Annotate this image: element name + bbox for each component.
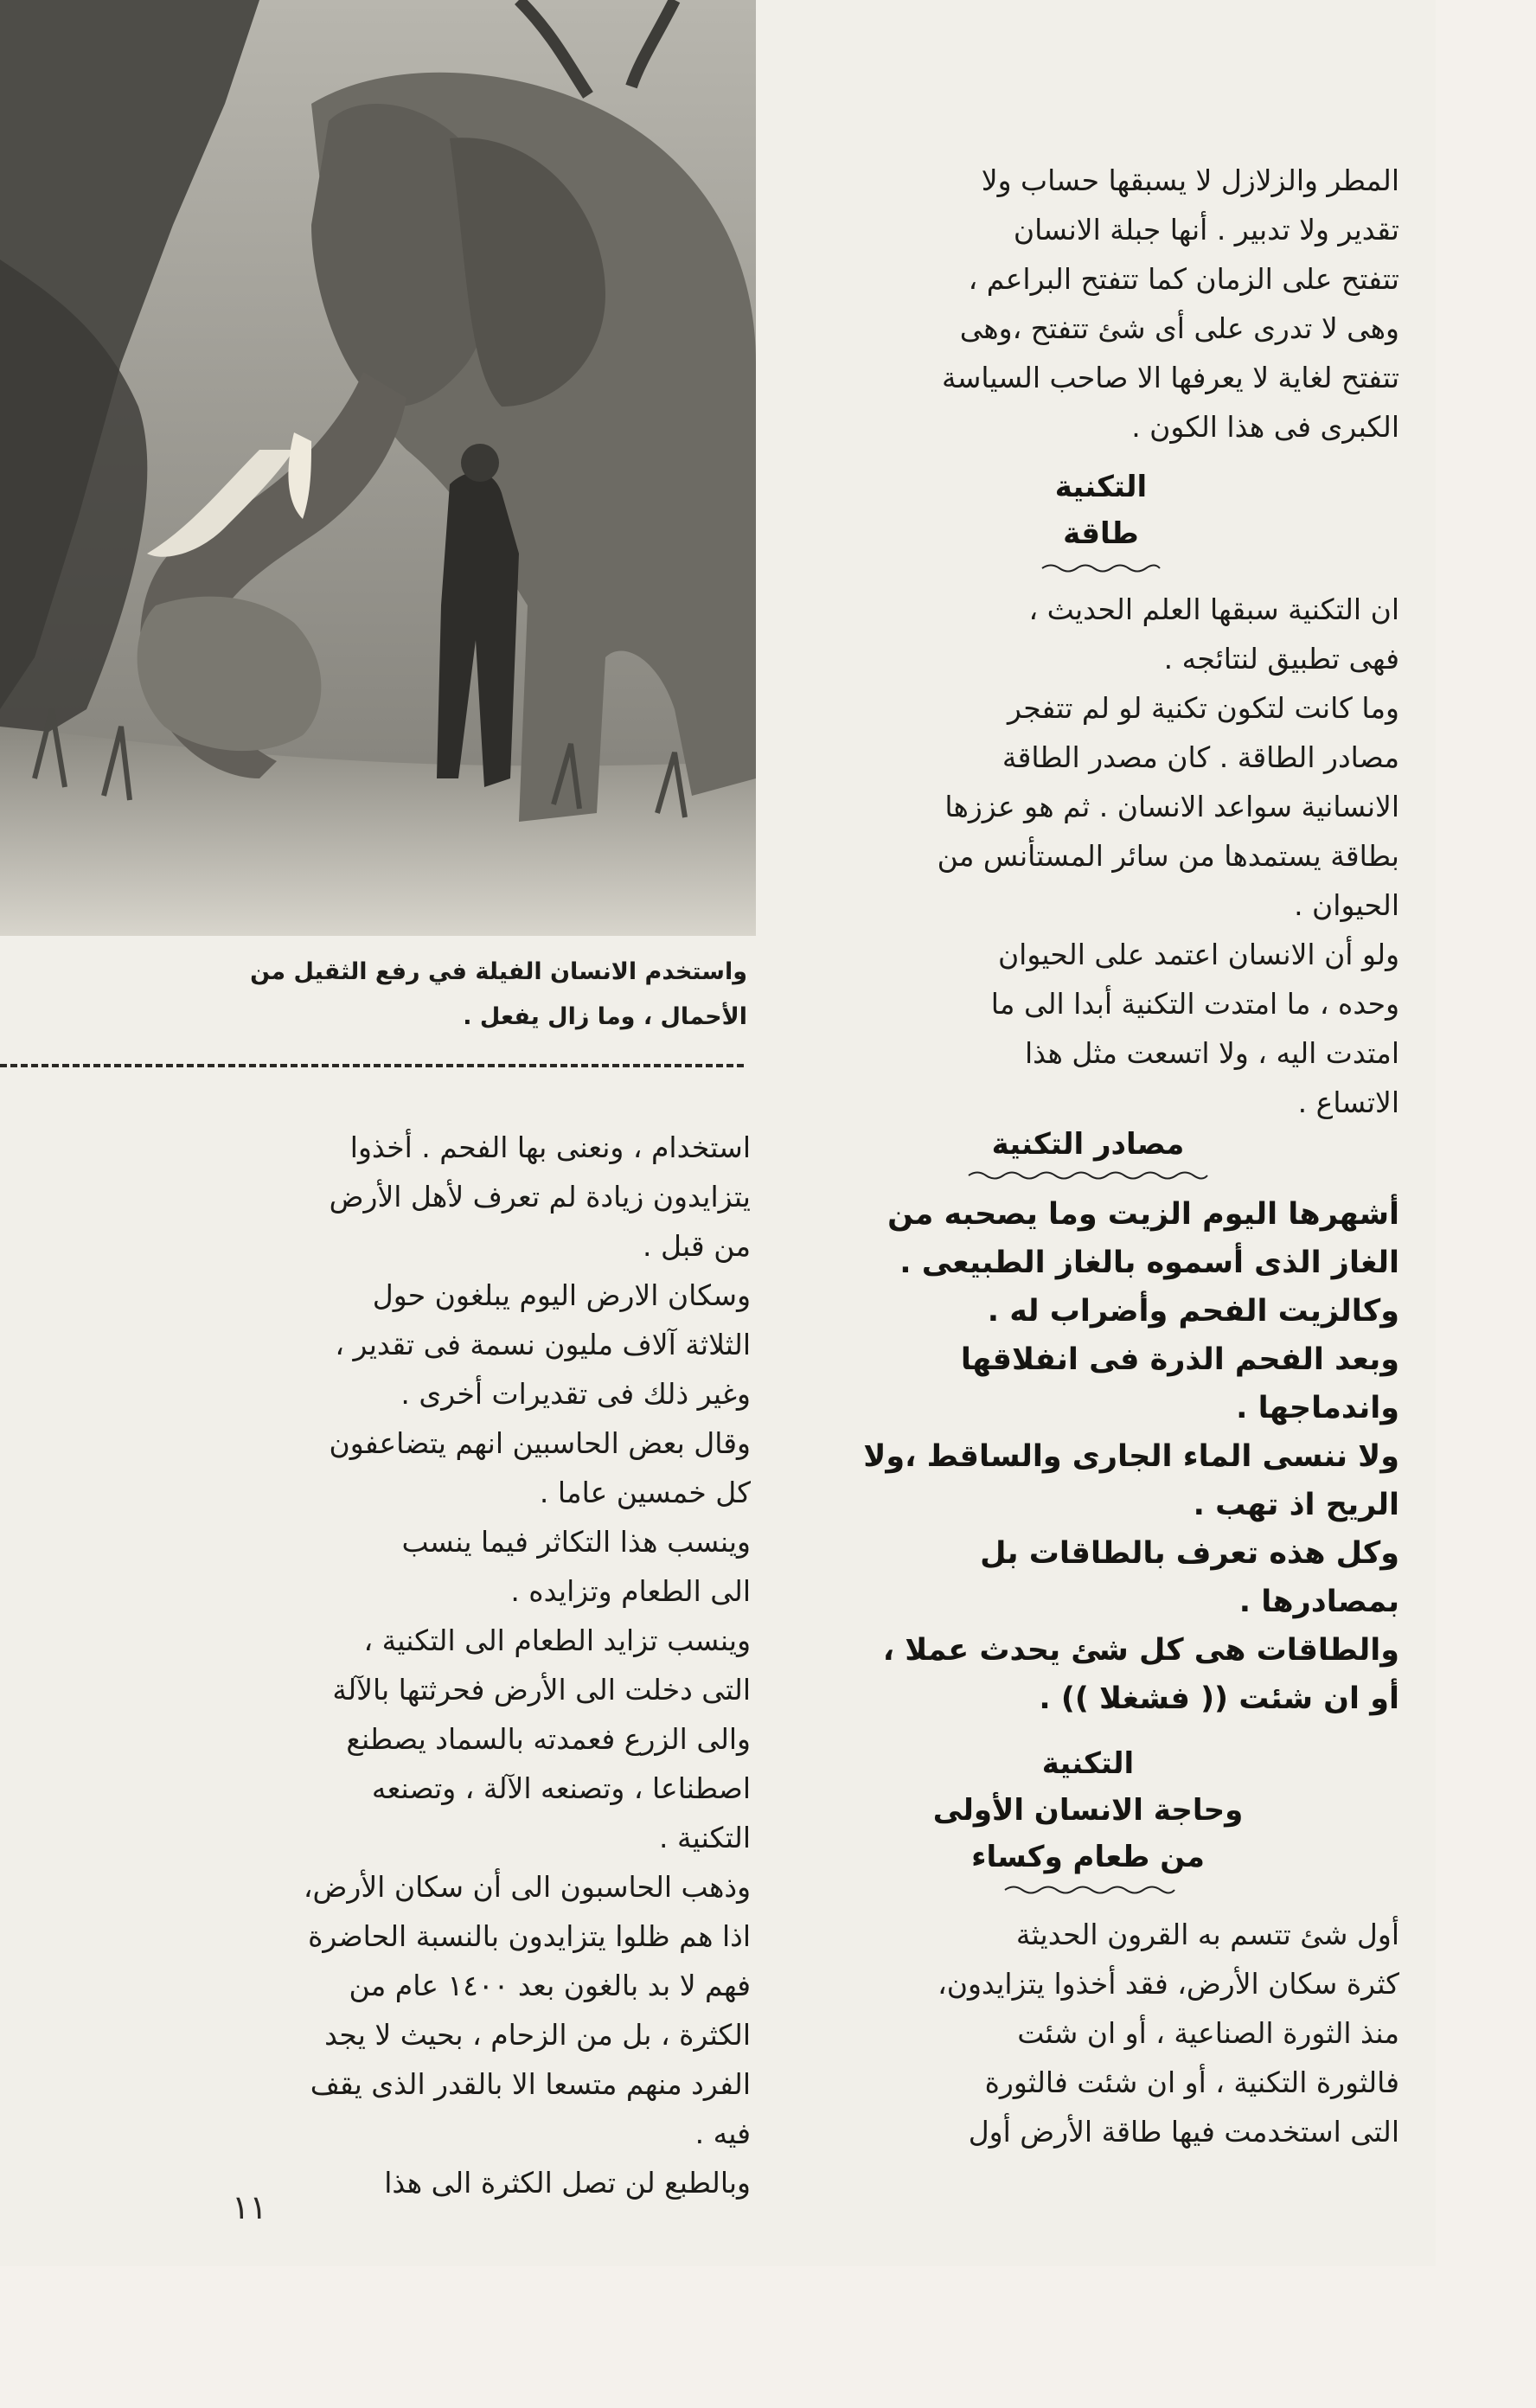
text-line: الكثرة ، بل من الزحام ، بحيث لا يجد <box>324 2018 751 2052</box>
text-line: وهى لا تدرى على أى شئ تتفتح ،وهى <box>959 311 1399 345</box>
text-line: وكل هذه تعرف بالطاقات بل <box>980 1536 1399 1571</box>
photo-caption <box>9 950 747 1040</box>
heading-line: طاقة <box>1063 516 1139 551</box>
page-number: ١١ <box>232 2188 267 2226</box>
text-line: وما كانت لتكون تكنية لو لم تتفجر <box>1008 691 1399 725</box>
text-line: وبعد الفحم الذرة فى انفلاقها <box>960 1342 1399 1377</box>
text-line: الاتساع . <box>1297 1086 1399 1119</box>
text-line: ولا ننسى الماء الجارى والساقط ،ولا <box>863 1439 1399 1474</box>
text-line: بمصادرها . <box>1238 1585 1399 1619</box>
text-line: وسكان الارض اليوم يبلغون حول <box>372 1278 751 1312</box>
text-line: اصطناعا ، وتصنعه الآلة ، وتصنعه <box>371 1771 751 1805</box>
text-line: منذ الثورة الصناعية ، أو ان شئت <box>1017 2016 1399 2050</box>
text-line: تتفتح لغاية لا يعرفها الا صاحب السياسة <box>942 361 1399 394</box>
text-line: وذهب الحاسبون الى أن سكان الأرض، <box>303 1870 751 1904</box>
section-heading-energy <box>958 464 1244 557</box>
text-line: وكالزيت الفحم وأضراب له . <box>987 1294 1399 1329</box>
text-line: تقدير ولا تدبير . أنها جبلة الانسان <box>1013 213 1399 247</box>
heading-line: مصادر التكنية <box>991 1127 1185 1162</box>
heading-underline-ornament <box>1040 562 1162 574</box>
text-line: من قبل . <box>643 1229 751 1263</box>
text-line: الانسانية سواعد الانسان . ثم هو عززها <box>944 790 1399 823</box>
caption-line: الأحمال ، وما زال يفعل . <box>463 1003 747 1030</box>
text-line: وقال بعض الحاسبين انهم يتضاعفون <box>329 1426 751 1460</box>
heading-underline-ornament <box>1003 1884 1176 1896</box>
text-line: ان التكنية سبقها العلم الحديث ، <box>1028 592 1399 626</box>
text-line: امتدت اليه ، ولا اتسعت مثل هذا <box>1024 1036 1399 1070</box>
section-human-needs <box>803 1910 1399 2156</box>
heading-underline-ornament <box>967 1169 1209 1182</box>
section-technology-energy <box>803 585 1399 1127</box>
text-line: الحيوان . <box>1294 888 1399 922</box>
text-line: فهم لا بد بالغون بعد ١٤٠٠ عام من <box>349 1969 751 2002</box>
text-line: وبالطبع لن تصل الكثرة الى هذا <box>384 2166 751 2200</box>
text-line: واندماجها . <box>1236 1391 1399 1425</box>
text-line: وحده ، ما امتدت التكنية أبدا الى ما <box>990 987 1399 1021</box>
text-line: مصادر الطاقة . كان مصدر الطاقة <box>1002 740 1399 774</box>
text-line: استخدام ، ونعنى بها الفحم . أخذوا <box>349 1130 751 1164</box>
text-line: وينسب تزايد الطعام الى التكنية ، <box>363 1623 751 1657</box>
text-line: بطاقة يستمدها من سائر المستأنس من <box>937 839 1399 873</box>
heading-line: من طعام وكساء <box>971 1840 1205 1874</box>
text-line: وينسب هذا التكاثر فيما ينسب <box>401 1525 751 1559</box>
text-line: ولو أن الانسان اعتمد على الحيوان <box>997 938 1399 971</box>
elephant-photo <box>0 0 756 936</box>
section-technology-sources <box>803 1190 1399 1723</box>
heading-line: وحاجة الانسان الأولى <box>932 1793 1244 1828</box>
heading-line: التكنية <box>1054 470 1148 504</box>
text-line: كثرة سكان الأرض، فقد أخذوا يتزايدون، <box>938 1967 1399 2001</box>
text-line: الفرد منهم متسعا الا بالقدر الذى يقف <box>310 2067 751 2101</box>
text-line: التى دخلت الى الأرض فحرثتها بالآلة <box>332 1673 751 1707</box>
text-line: اذا هم ظلوا يتزايدون بالنسبة الحاضرة <box>308 1919 751 1953</box>
text-line: وغير ذلك فى تقديرات أخرى . <box>400 1377 751 1411</box>
text-line: الغاز الذى أسموه بالغاز الطبيعى . <box>899 1246 1399 1280</box>
text-line: المطر والزلازل لا يسبقها حساب ولا <box>981 163 1399 197</box>
text-line: فيه . <box>694 2117 751 2150</box>
text-line: الى الطعام وتزايده . <box>510 1574 751 1608</box>
text-line: الكبرى فى هذا الكون . <box>1131 410 1399 444</box>
text-line: تتفتح على الزمان كما تتفتح البراعم ، <box>968 262 1399 296</box>
text-line: التى استخدمت فيها طاقة الأرض أول <box>968 2115 1399 2149</box>
text-line: أول شئ تتسم به القرون الحديثة <box>1015 1918 1399 1951</box>
text-line: فالثورة التكنية ، أو ان شئت فالثورة <box>984 2065 1399 2099</box>
dashed-divider <box>0 1064 744 1067</box>
text-line: يتزايدون زيادة لم تعرف لأهل الأرض <box>329 1180 751 1214</box>
intro-paragraph <box>803 156 1399 452</box>
heading-line: التكنية <box>1041 1746 1135 1781</box>
section-heading-sources <box>932 1121 1244 1168</box>
section-heading-needs <box>880 1740 1296 1880</box>
text-line: والطاقات هى كل شئ يحدث عملا ، <box>882 1633 1399 1668</box>
text-line: الريح اذ تهب . <box>1193 1488 1399 1522</box>
text-line: أشهرها اليوم الزيت وما يصحبه من <box>887 1197 1399 1232</box>
text-line: الثلاثة آلاف مليون نسمة فى تقدير ، <box>335 1328 751 1361</box>
text-line: التكنية . <box>659 1821 751 1854</box>
caption-line: واستخدم الانسان الفيلة في رفع الثقيل من <box>250 958 747 985</box>
text-line: والى الزرع فعمدته بالسماد يصطنع <box>346 1722 751 1756</box>
text-line: كل خمسين عاما . <box>539 1476 751 1509</box>
left-column-text <box>111 1123 751 2207</box>
text-line: أو ان شئت (( فشغلا )) . <box>1039 1681 1399 1716</box>
text-line: فهى تطبيق لنتائجه . <box>1163 642 1399 676</box>
